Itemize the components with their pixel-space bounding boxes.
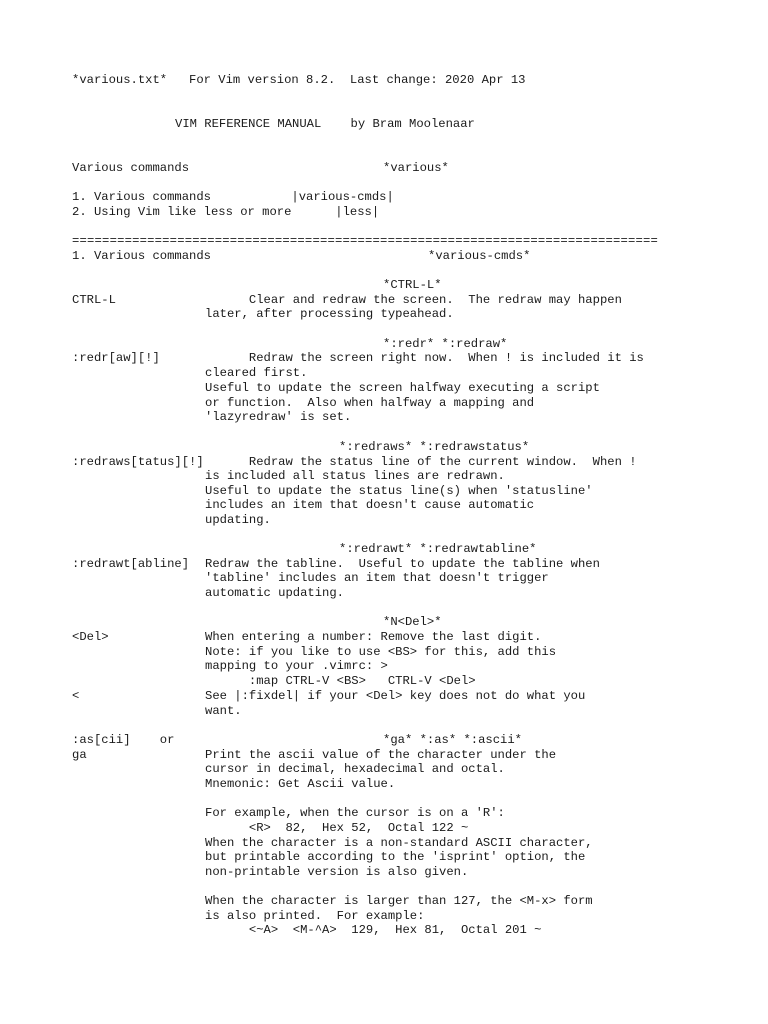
- file-header: *various.txt* For Vim version 8.2. Last change: 2020 Apr 13: [72, 73, 526, 87]
- n-del-desc-line: See |:fixdel| if your <Del> key does not do what you: [205, 689, 586, 703]
- redraw-desc-line: Useful to update the screen halfway executing a script: [205, 381, 600, 395]
- ascii-desc-line: is also printed. For example:: [205, 909, 425, 923]
- ascii-desc-line: For example, when the cursor is on a 'R':: [205, 806, 505, 820]
- ascii-desc-line: non-printable version is also given.: [205, 865, 469, 879]
- n-del-desc-line: want.: [205, 704, 242, 718]
- redraw-command: :redr[aw][!]: [72, 351, 160, 365]
- ctrl-l-tag: *CTRL-L*: [383, 278, 442, 292]
- ascii-desc-line: Print the ascii value of the character under the: [205, 748, 557, 762]
- ctrl-l-desc-line: Clear and redraw the screen. The redraw may happen: [205, 293, 622, 307]
- redrawtabline-desc-line: 'tabline' includes an item that doesn't trigger: [205, 571, 549, 585]
- redraw-desc-line: or function. Also when halfway a mapping and: [205, 396, 535, 410]
- redrawtabline-command: :redrawt[abline]: [72, 557, 190, 571]
- redraw-desc-line: Redraw the screen right now. When ! is included it is: [205, 351, 644, 365]
- ascii-desc-line: cursor in decimal, hexadecimal and octal.: [205, 762, 505, 776]
- section1-heading: 1. Various commands: [72, 249, 211, 263]
- redrawstatus-desc-line: updating.: [205, 513, 271, 527]
- ascii-desc-line: When the character is a non-standard ASCII character,: [205, 836, 593, 850]
- redrawtabline-tag: *:redrawt* *:redrawtabline*: [339, 542, 537, 556]
- n-del-command: <Del>: [72, 630, 109, 644]
- redraw-desc-line: cleared first.: [205, 366, 308, 380]
- redrawstatus-command: :redraws[tatus][!]: [72, 455, 204, 469]
- ascii-command-2: ga: [72, 748, 87, 762]
- section-heading: Various commands: [72, 161, 190, 175]
- ascii-command: :as[cii] or: [72, 733, 175, 747]
- ascii-desc-line: but printable according to the 'isprint' option, the: [205, 850, 586, 864]
- n-del-desc-line: When entering a number: Remove the last digit.: [205, 630, 542, 644]
- ascii-tag: *ga* *:as* *:ascii*: [383, 733, 522, 747]
- separator: ==============================================================================: [72, 234, 659, 248]
- n-del-desc-line: mapping to your .vimrc: >: [205, 659, 388, 673]
- section-tag: *various*: [383, 161, 449, 175]
- ascii-desc-line: When the character is larger than 127, the <M-x> form: [205, 894, 593, 908]
- n-del-desc-line: Note: if you like to use <BS> for this, add this: [205, 645, 557, 659]
- toc-item-1[interactable]: 1. Various commands |various-cmds|: [72, 190, 394, 204]
- ctrl-l-command: CTRL-L: [72, 293, 116, 307]
- manual-title: VIM REFERENCE MANUAL by Bram Moolenaar: [175, 117, 475, 131]
- section1-tag: *various-cmds*: [428, 249, 531, 263]
- redraw-desc-line: 'lazyredraw' is set.: [205, 410, 352, 424]
- redrawstatus-desc-line: Redraw the status line of the current window. When !: [205, 455, 637, 469]
- redrawtabline-desc-line: Redraw the tabline. Useful to update the tabline when: [205, 557, 600, 571]
- ascii-desc-line: Mnemonic: Get Ascii value.: [205, 777, 396, 791]
- ctrl-l-desc-line: later, after processing typeahead.: [205, 307, 454, 321]
- redrawstatus-desc-line: Useful to update the status line(s) when 'statusline': [205, 484, 593, 498]
- n-del-desc-line: :map CTRL-V <BS> CTRL-V <Del>: [205, 674, 476, 688]
- redrawstatus-tag: *:redraws* *:redrawstatus*: [339, 440, 530, 454]
- toc-item-2[interactable]: 2. Using Vim like less or more |less|: [72, 205, 380, 219]
- ascii-desc-line: <R> 82, Hex 52, Octal 122 ~: [205, 821, 469, 835]
- redrawstatus-desc-line: is included all status lines are redrawn.: [205, 469, 505, 483]
- redrawtabline-desc-line: automatic updating.: [205, 586, 344, 600]
- n-del-command-2: <: [72, 689, 80, 703]
- n-del-tag: *N<Del>*: [383, 615, 442, 629]
- redraw-tag: *:redr* *:redraw*: [383, 337, 508, 351]
- redrawstatus-desc-line: includes an item that doesn't cause automatic: [205, 498, 535, 512]
- ascii-desc-line: <~A> <M-^A> 129, Hex 81, Octal 201 ~: [205, 923, 542, 937]
